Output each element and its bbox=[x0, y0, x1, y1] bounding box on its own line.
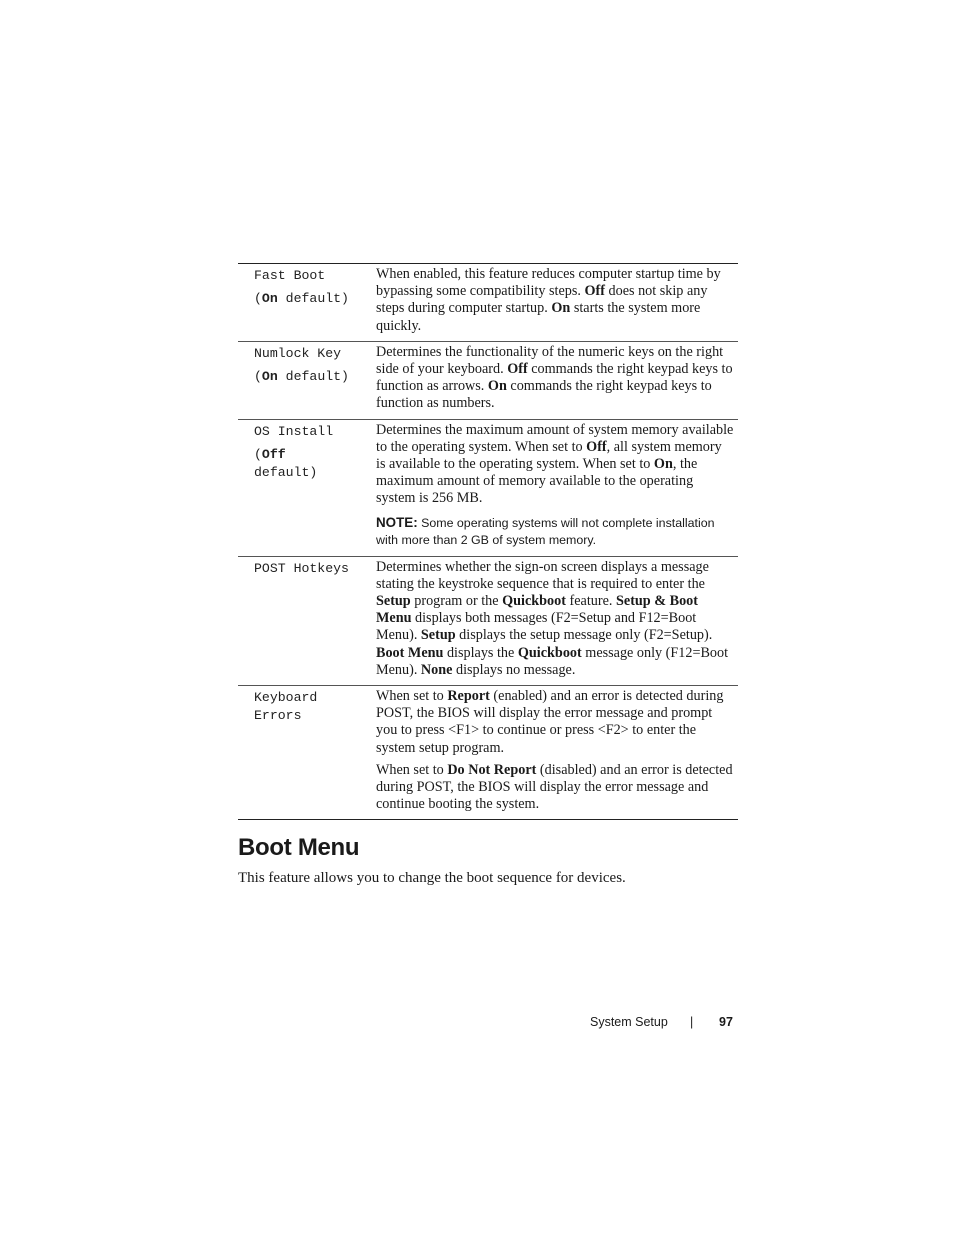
description-text: program or the bbox=[410, 593, 503, 610]
setting-name: Numlock Key bbox=[254, 345, 342, 361]
description-paragraph bbox=[376, 559, 734, 679]
emphasis-text: Off bbox=[586, 438, 607, 455]
emphasis-text: On bbox=[551, 300, 571, 317]
description-text: displays the bbox=[443, 644, 518, 661]
description-text: , the maximum amount of memory available to the operating system is 256 MB. bbox=[376, 456, 698, 507]
section-intro: This feature allows you to change the boot sequence for devices. bbox=[238, 870, 626, 887]
emphasis-text: Boot Menu bbox=[376, 644, 444, 661]
description-text: When enabled, this feature reduces computer startup time by bypassing some compatibility steps. bbox=[376, 266, 721, 300]
setting-default-suffix: default) bbox=[277, 368, 349, 384]
settings-table bbox=[238, 263, 738, 820]
description-text: Determines the functionality of the numeric keys on the right side of your keyboard. bbox=[376, 343, 724, 378]
footer-separator: | bbox=[690, 1015, 694, 1029]
page-number: 97 bbox=[719, 1015, 733, 1029]
footer-section-name: System Setup bbox=[590, 1015, 668, 1029]
setting-description bbox=[360, 686, 738, 820]
emphasis-text: On bbox=[653, 456, 673, 473]
page-content bbox=[238, 263, 738, 887]
note-text: Some operating systems will not complete installation with more than 2 GB of system memory. bbox=[376, 515, 715, 548]
description-text: (disabled) and an error is detected during POST, the BIOS will display the error message and continue booting the system. bbox=[376, 761, 733, 813]
description-text: starts the system more quickly. bbox=[376, 300, 701, 334]
description-paragraph bbox=[376, 266, 734, 335]
setting-default-value: Off bbox=[261, 446, 286, 462]
setting-description bbox=[360, 341, 738, 419]
emphasis-text: Do Not Report bbox=[447, 761, 537, 778]
emphasis-text: Report bbox=[447, 688, 490, 705]
setting-default: (Off default) bbox=[254, 446, 318, 480]
setting-option-cell bbox=[238, 419, 360, 556]
setting-default-value: On bbox=[261, 291, 278, 306]
setting-default: (On default) bbox=[254, 291, 349, 306]
description-text: displays the setup message only (F2=Setup). bbox=[455, 627, 713, 644]
description-text: Determines whether the sign-on screen displays a message stating the keystroke sequence that is required to enter the bbox=[376, 558, 709, 592]
description-paragraph bbox=[376, 762, 734, 814]
setting-option-cell bbox=[238, 264, 360, 342]
description-text: Determines the maximum amount of system memory available to the operating system. When set to bbox=[376, 421, 734, 455]
description-text: When set to bbox=[376, 688, 448, 705]
setting-default-suffix: default) bbox=[277, 291, 349, 306]
setting-row bbox=[238, 264, 738, 342]
description-text: displays both messages (F2=Setup and F12=Boot Menu). bbox=[376, 610, 697, 644]
description-text: message only (F12=Boot Menu). bbox=[376, 644, 729, 678]
description-text: When set to bbox=[376, 761, 448, 778]
setting-default: (On default) bbox=[254, 368, 349, 384]
setting-row bbox=[238, 686, 738, 820]
description-text: displays no message. bbox=[452, 661, 576, 678]
emphasis-text: Setup bbox=[420, 627, 456, 644]
emphasis-text: Setup & Boot Menu bbox=[376, 593, 698, 627]
note bbox=[376, 514, 734, 550]
note-label: NOTE: bbox=[376, 514, 418, 530]
description-paragraph bbox=[376, 688, 734, 757]
description-text: (enabled) and an error is detected during POST, the BIOS will display the error message and prompt you to press <F1> to continue or press <F2> to enter the system setup program. bbox=[376, 688, 724, 756]
setting-default-suffix: default) bbox=[254, 464, 318, 480]
description-paragraph bbox=[376, 422, 734, 508]
setting-name: OS Install bbox=[254, 423, 334, 439]
description-text: commands the right keypad keys to function as arrows. bbox=[376, 361, 733, 395]
description-text: , all system memory is available to the operating system. When set to bbox=[376, 438, 722, 473]
setting-row bbox=[238, 341, 738, 419]
setting-option-cell bbox=[238, 686, 360, 820]
setting-row bbox=[238, 556, 738, 685]
setting-name: Fast Boot bbox=[254, 268, 326, 283]
setting-description bbox=[360, 264, 738, 342]
description-text: does not skip any steps during computer startup. bbox=[376, 283, 708, 317]
setting-name: POST Hotkeys bbox=[254, 560, 349, 576]
setting-option-cell bbox=[238, 556, 360, 685]
emphasis-text: Quickboot bbox=[502, 593, 566, 610]
setting-row bbox=[238, 419, 738, 556]
emphasis-text: On bbox=[487, 378, 507, 395]
settings-table-body bbox=[238, 264, 738, 820]
setting-name: Keyboard Errors bbox=[254, 690, 318, 724]
emphasis-text: Quickboot bbox=[517, 644, 582, 661]
description-paragraph bbox=[376, 344, 734, 413]
emphasis-text: None bbox=[420, 661, 453, 678]
setting-option-cell bbox=[238, 341, 360, 419]
setting-default-value: On bbox=[261, 368, 278, 384]
setting-description bbox=[360, 419, 738, 556]
setting-description bbox=[360, 556, 738, 685]
emphasis-text: Off bbox=[584, 283, 605, 300]
section-title: Boot Menu bbox=[238, 834, 360, 862]
emphasis-text: Off bbox=[507, 361, 528, 378]
description-text: feature. bbox=[565, 593, 616, 610]
emphasis-text: Setup bbox=[376, 593, 411, 610]
description-text: commands the right keypad keys to function as numbers. bbox=[376, 378, 712, 412]
